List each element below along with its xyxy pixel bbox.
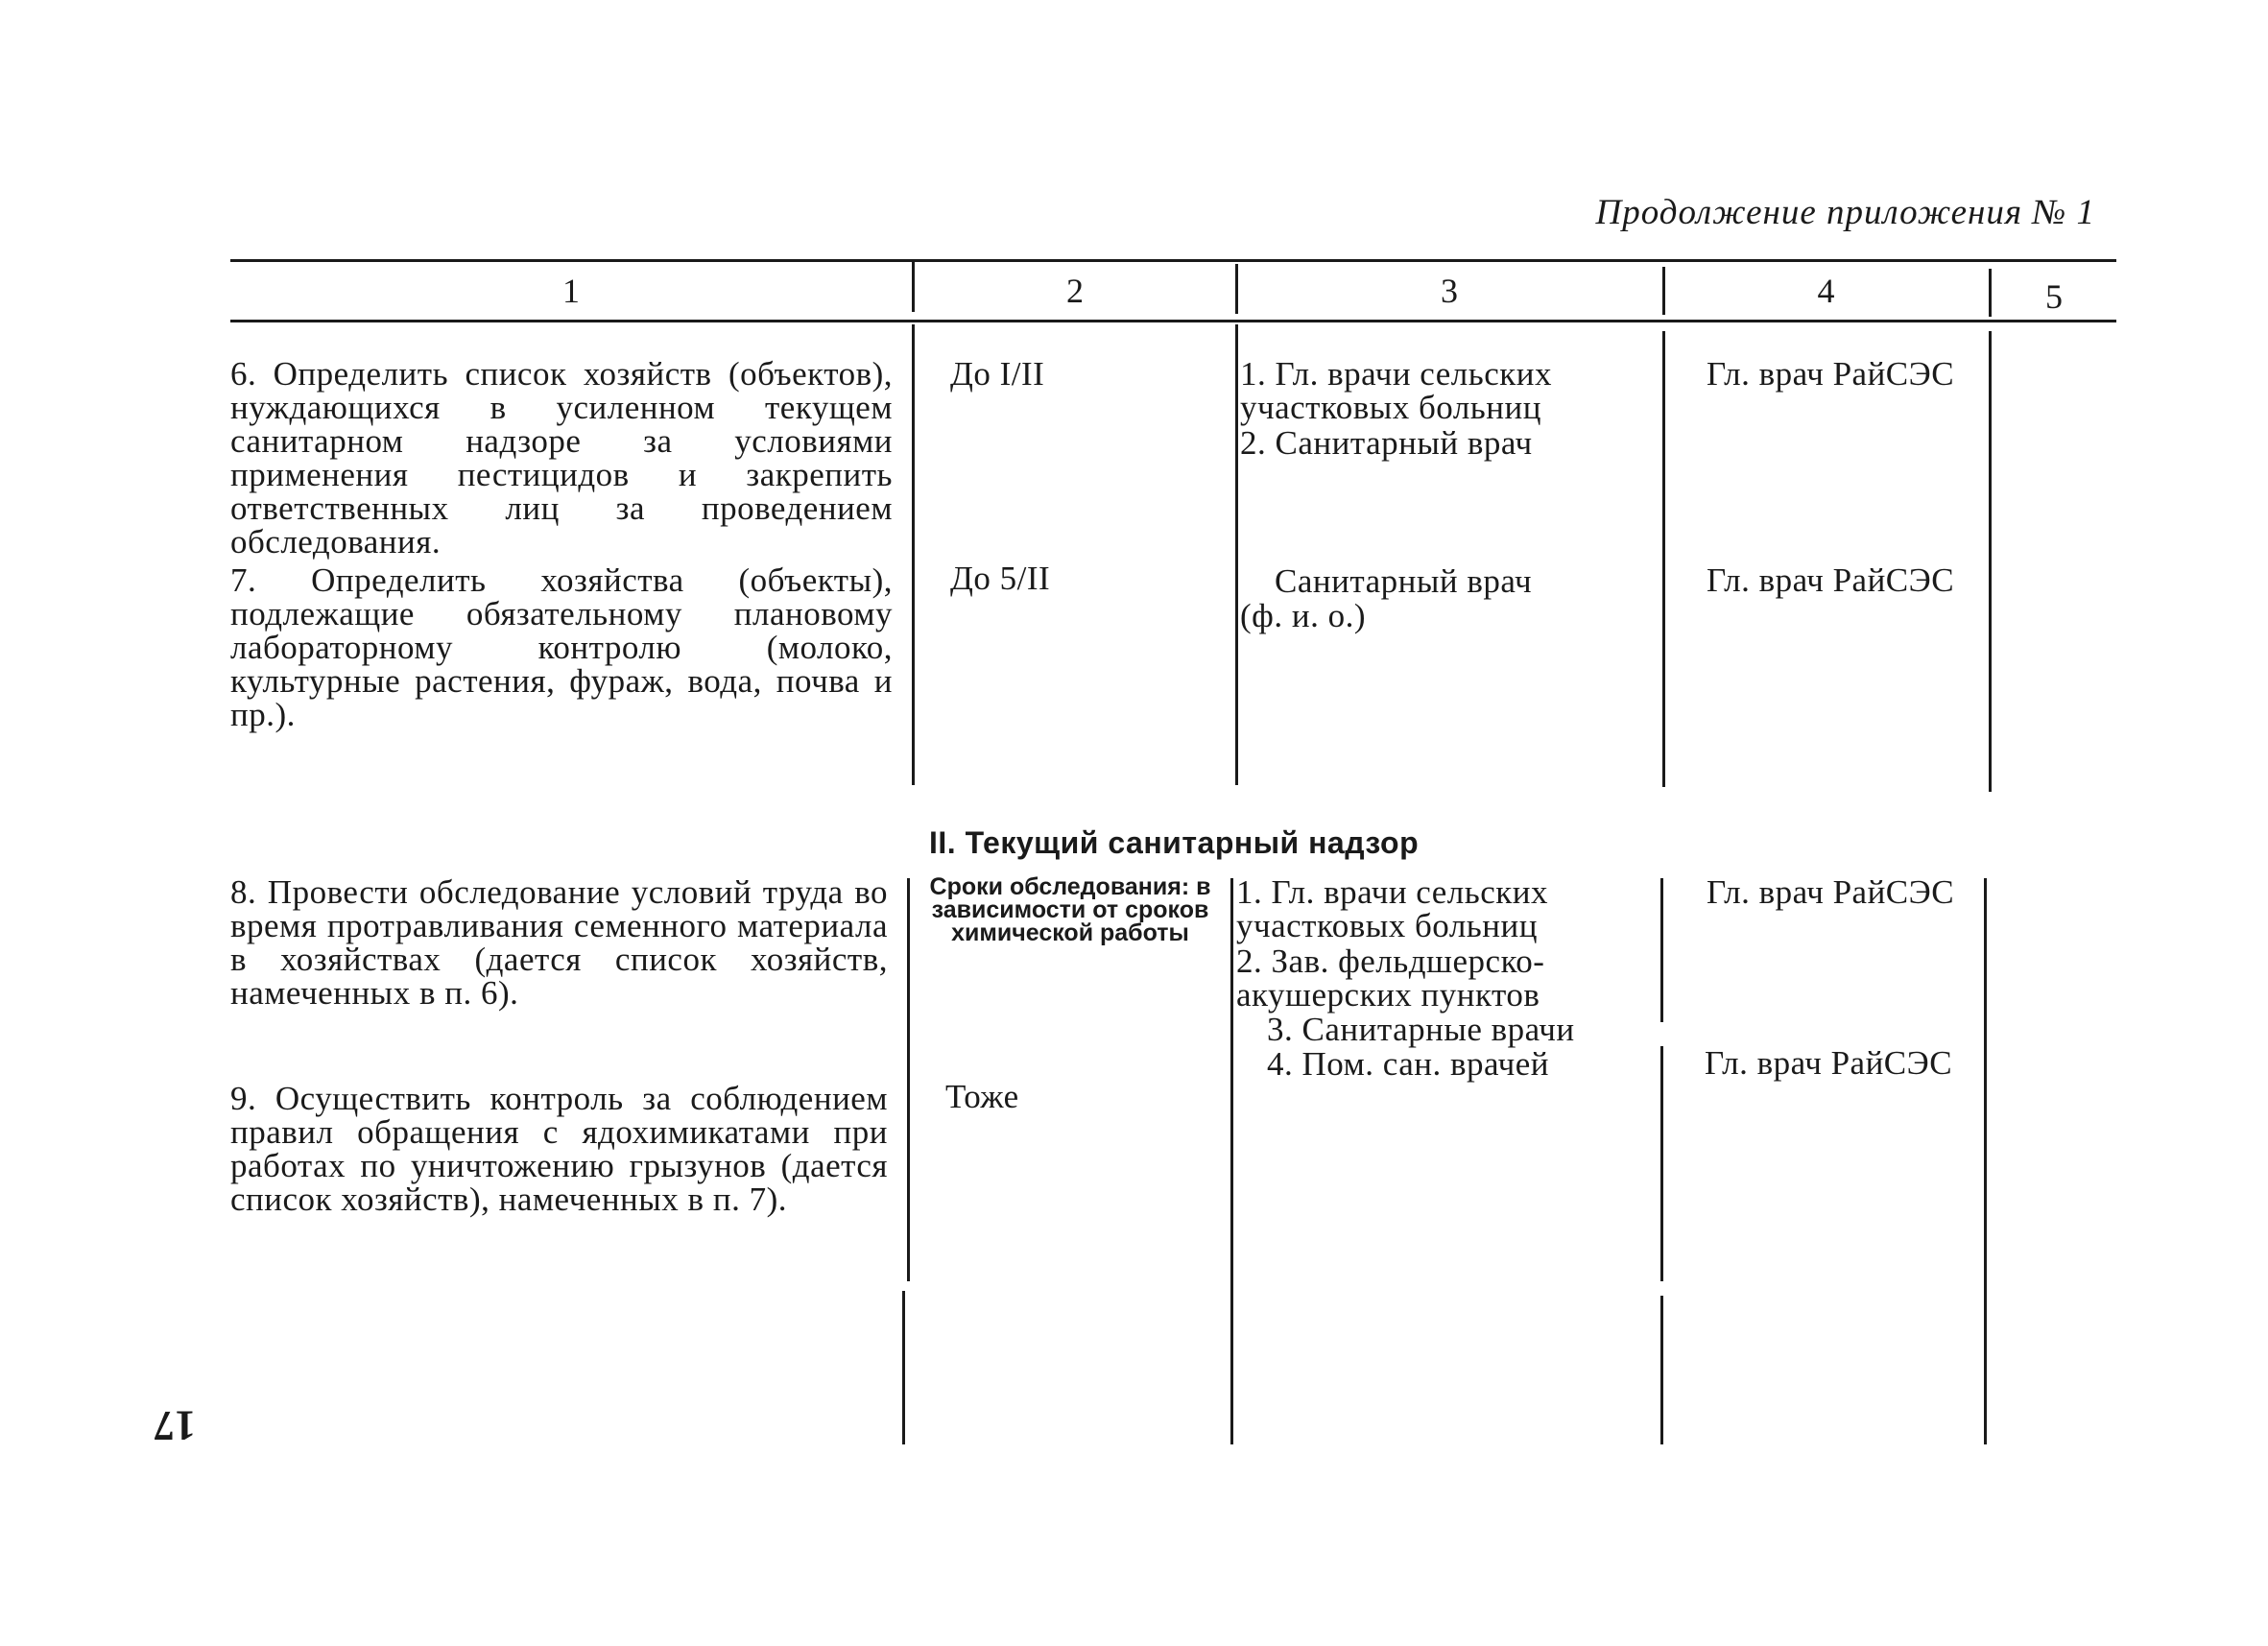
col-divider	[902, 1291, 905, 1444]
table-top-rule	[230, 259, 2116, 262]
col-divider	[1660, 1046, 1663, 1281]
column-number-1: 1	[562, 272, 580, 310]
item-8-executor-2: 2. Зав. фельдшерско-акушерских пунктов	[1236, 942, 1545, 1014]
col-divider	[1235, 264, 1238, 314]
col-divider	[912, 324, 915, 785]
col-divider	[1660, 1296, 1663, 1444]
item-6-text: 6. Определить список хозяйств (объектов), нуждающихся в усиленном текущем санитарном надзоре за условиями применения пестицидов и закрепить ответственных лиц за проведением обследования.	[230, 355, 893, 561]
item-7-responsible: Гл. врач РайСЭС	[1707, 561, 1955, 599]
item-8-deadline: Сроки обследования: в зависимости от сроков химической работы	[929, 873, 1211, 946]
page-number: 17	[154, 1402, 196, 1449]
column-number-2: 2	[1066, 272, 1084, 310]
item-6-deadline: До I/II	[950, 355, 1045, 393]
col-divider	[1989, 269, 1992, 317]
col-divider	[912, 259, 915, 312]
item-7-executor-1: Санитарный врач	[1275, 562, 1533, 600]
col-divider	[1984, 878, 1987, 1444]
column-number-5: 5	[2045, 277, 2063, 316]
col-divider	[1662, 331, 1665, 787]
col-divider	[1230, 878, 1233, 1444]
table-header-rule	[230, 320, 2116, 322]
item-9-text: 9. Осуществить контроль за соблюдением правил обращения с ядохимикатами при работах по уничтожению грызунов (дается список хозяйств), намеченных в п. 7).	[230, 1080, 888, 1218]
item-9-deadline: Тоже	[945, 1078, 1019, 1115]
item-9-responsible: Гл. врач РайСЭС	[1705, 1044, 1953, 1082]
column-number-3: 3	[1441, 272, 1458, 310]
col-divider	[1662, 267, 1665, 315]
col-divider	[1660, 878, 1663, 1022]
col-divider	[1235, 324, 1238, 785]
item-8-executor-1: 1. Гл. врачи сельских участковых больниц	[1236, 873, 1549, 944]
column-number-4: 4	[1817, 272, 1835, 310]
item-7-executor-2: (ф. и. о.)	[1240, 597, 1366, 634]
item-7-deadline: До 5/II	[950, 560, 1051, 597]
item-6-responsible: Гл. врач РайСЭС	[1707, 355, 1955, 393]
item-8-text: 8. Провести обследование условий труда во время протравливания семенного материала в хозяйствах (дается список хозяйств, намеченных в п. 6).	[230, 873, 888, 1012]
col-divider	[907, 878, 910, 1281]
continuation-caption: Продолжение приложения № 1	[1595, 193, 2095, 232]
item-8-executor-3: 3. Санитарные врачи	[1267, 1011, 1575, 1048]
item-8-executor-4: 4. Пом. сан. врачей	[1267, 1045, 1550, 1083]
item-6-executor-1: 1. Гл. врачи сельских участковых больниц	[1240, 355, 1553, 426]
section-title: II. Текущий санитарный надзор	[929, 825, 1420, 860]
col-divider	[1989, 331, 1992, 792]
item-8-responsible: Гл. врач РайСЭС	[1707, 873, 1955, 911]
item-7-text: 7. Определить хозяйства (объекты), подлежащие обязательному плановому лабораторному контролю (молоко, культурные растения, фураж, вода, почва и пр.).	[230, 561, 893, 733]
item-6-executor-2: 2. Санитарный врач	[1240, 424, 1533, 462]
